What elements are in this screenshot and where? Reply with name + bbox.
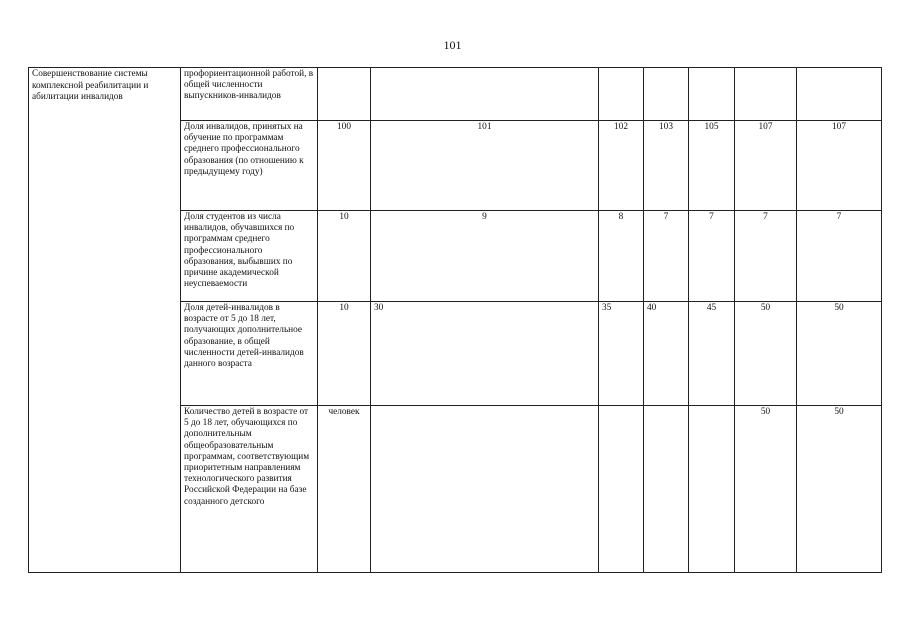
value-cell [644,406,689,573]
value-cell: 105 [689,121,735,211]
value-cell [797,68,882,121]
page-number: 101 [443,38,462,52]
indicator-cell: Количество детей в возрасте от 5 до 18 лет, обучающихся по дополнительным общеобразовательным программам, соответствующим приоритетным направлениям технологического развития Российской Федерации на базе созданного детского [181,406,318,573]
unit-cell: 10 [318,211,371,302]
unit-cell: человек [318,406,371,573]
table-row [29,68,882,121]
value-cell: 40 [644,302,689,406]
indicator-cell: Доля студентов из числа инвалидов, обучавшихся по программам среднего профессионального образования, выбывших по причине академической неуспеваемости [181,211,318,302]
value-cell: 7 [689,211,735,302]
value-cell [735,68,797,121]
value-cell [689,68,735,121]
value-cell: 107 [797,121,882,211]
value-cell: 50 [797,302,882,406]
indicator-cell: Доля детей-инвалидов в возрасте от 5 до 18 лет, получающих дополнительное образование, в общей численности детей-инвалидов данного возраста [181,302,318,406]
indicator-cell: Доля инвалидов, принятых на обучение по программам среднего профессионального образования (по отношению к предыдущему году) [181,121,318,211]
value-cell: 45 [689,302,735,406]
value-cell [644,68,689,121]
value-cell: 50 [735,302,797,406]
base-value-cell: 101 [371,121,599,211]
unit-cell: 100 [318,121,371,211]
value-cell [599,406,644,573]
indicator-cell: профориентационной работой, в общей численности выпускников-инвалидов [181,68,318,121]
value-cell: 102 [599,121,644,211]
base-value-cell: 9 [371,211,599,302]
base-value-cell: 30 [371,302,599,406]
value-cell [599,68,644,121]
value-cell: 107 [735,121,797,211]
value-cell: 50 [735,406,797,573]
goal-cell: Совершенствование системы комплексной реабилитации и абилитации инвалидов [29,68,181,573]
value-cell [371,68,599,121]
value-cell: 50 [797,406,882,573]
value-cell [689,406,735,573]
value-cell: 35 [599,302,644,406]
base-value-cell [371,406,599,573]
value-cell: 103 [644,121,689,211]
unit-cell: 10 [318,302,371,406]
indicators-table [28,67,882,573]
value-cell [318,68,371,121]
value-cell: 7 [735,211,797,302]
value-cell: 8 [599,211,644,302]
value-cell: 7 [644,211,689,302]
value-cell: 7 [797,211,882,302]
